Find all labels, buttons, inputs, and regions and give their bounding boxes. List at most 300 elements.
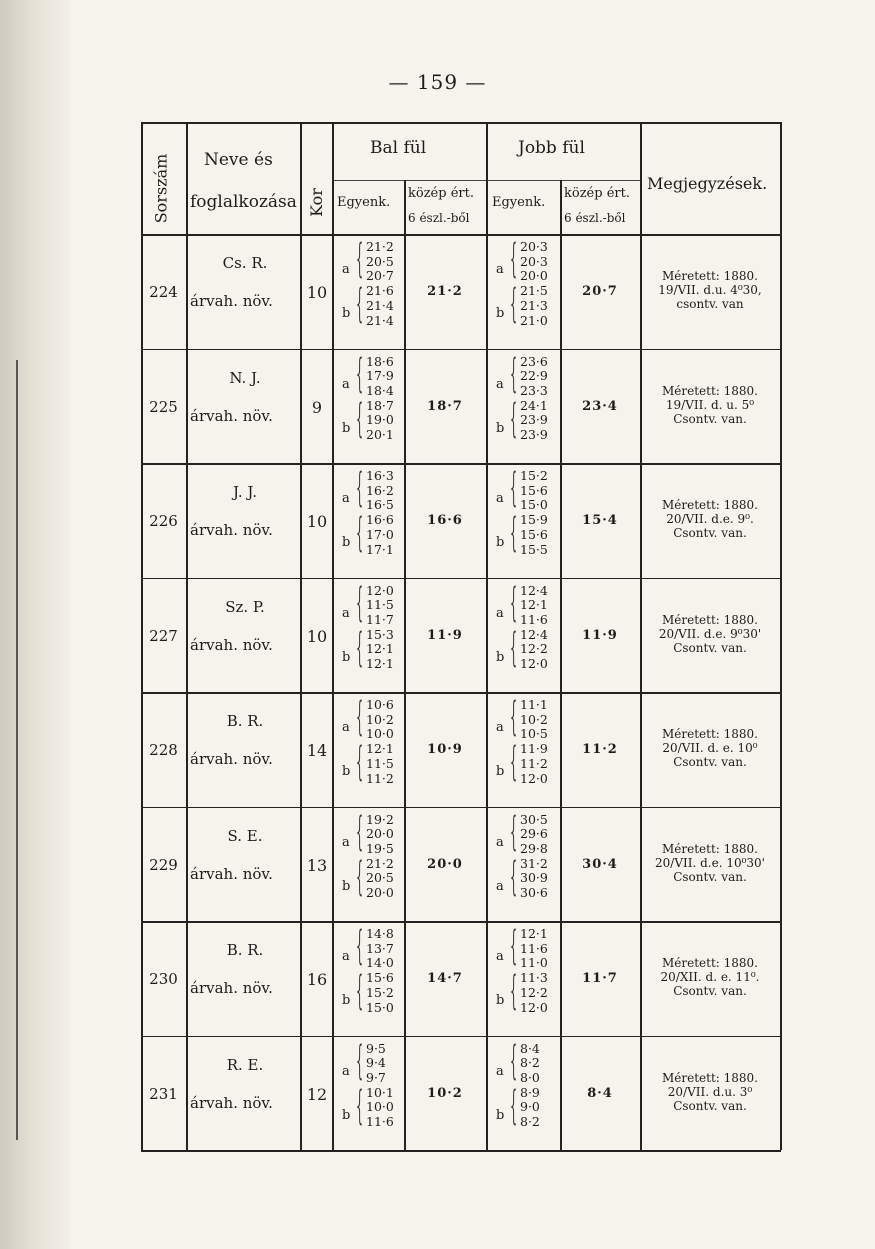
row-left-label-a: a — [342, 949, 350, 964]
row-left-brace-bottom: { — [356, 281, 364, 327]
row-kor: 9 — [311, 397, 323, 417]
row-left-label-a: a — [342, 1063, 350, 1079]
row-right-label-b: b — [496, 764, 505, 779]
page-number: — 159 — — [388, 70, 487, 94]
row-kor: 14 — [306, 741, 328, 761]
row-remarks — [640, 384, 780, 426]
measurement-value: 11·1 — [520, 697, 548, 712]
row-kor: 12 — [306, 1084, 328, 1104]
row-left-label-b: b — [342, 649, 351, 665]
row-right-values — [520, 584, 548, 672]
measurement-value: 11·6 — [366, 1114, 394, 1130]
row-left-brace-bottom: { — [356, 395, 364, 442]
remark-line: Csontv. van. — [673, 869, 747, 884]
measurement-value: 12·2 — [520, 641, 548, 657]
measurement-value: 15·0 — [520, 497, 548, 513]
measurement-value: 11·0 — [520, 955, 548, 971]
measurement-value: 20·3 — [520, 253, 548, 269]
row-left-brace-bottom: { — [356, 968, 364, 1014]
measurement-value: 17·9 — [366, 368, 394, 384]
row-left-values — [366, 355, 394, 443]
row-right-label-b: b — [496, 306, 505, 321]
measurement-value: 10·0 — [366, 1099, 394, 1115]
row-left-brace-top: { — [356, 236, 364, 282]
measurement-value: 21·4 — [366, 312, 394, 328]
measurement-value: 12·0 — [366, 582, 394, 598]
remark-line: Méretett: 1880. — [661, 383, 758, 398]
row-name-cell — [188, 1056, 296, 1112]
measurement-value: 12·4 — [520, 626, 548, 642]
measurement-value: 12·1 — [366, 741, 394, 757]
measurement-value: 23·6 — [520, 353, 548, 369]
measurement-value: 12·2 — [520, 984, 548, 1000]
remark-line: Csontv. van. — [673, 1098, 747, 1113]
row-right-brace-top: { — [510, 236, 518, 282]
row-name: B. R. — [226, 712, 264, 730]
row-right-label-a: a — [496, 949, 504, 964]
measurement-value: 10·2 — [366, 711, 394, 727]
row-occupation: árvah. növ. — [190, 979, 273, 997]
remark-line: 20/VII. d.e. 10⁰30' — [655, 855, 765, 870]
measurement-value: 8·2 — [520, 1114, 540, 1130]
row-remarks — [640, 1071, 780, 1113]
measurement-value: 12·1 — [366, 641, 394, 657]
row-left-average: 14·7 — [427, 971, 463, 987]
measurement-value: 11·3 — [520, 970, 548, 986]
measurement-value: 18·4 — [366, 382, 394, 398]
header-neve-line1: Neve és — [204, 150, 273, 170]
measurement-value: 24·1 — [520, 397, 548, 413]
measurement-value: 12·0 — [520, 999, 548, 1015]
row-left-values — [366, 469, 394, 557]
measurement-value: 11·7 — [366, 611, 394, 627]
header-bal-kozep-ert: közép ért. — [408, 186, 474, 201]
column-rule — [186, 122, 188, 1150]
row-occupation: árvah. növ. — [190, 292, 273, 310]
row-left-brace-top: { — [356, 350, 364, 397]
measurement-value: 20·0 — [520, 268, 548, 284]
header-bottom-rule — [141, 234, 781, 236]
row-right-label-b: b — [496, 420, 505, 436]
row-right-values — [520, 698, 548, 786]
remark-line: Csontv. van. — [673, 755, 747, 770]
measurement-value: 30·5 — [520, 811, 548, 827]
row-right-values — [520, 240, 548, 328]
column-rule — [300, 122, 302, 1150]
measurement-value: 13·7 — [366, 940, 394, 956]
measurement-value: 15·5 — [520, 541, 548, 557]
row-right-brace-top: { — [510, 1037, 518, 1084]
remark-line: 20/XII. d. e. 11⁰. — [660, 970, 760, 985]
measurement-value: 21·5 — [520, 283, 548, 299]
row-right-average: 20·7 — [582, 284, 618, 300]
measurement-value: 11·9 — [520, 741, 548, 757]
row-right-values — [520, 813, 548, 901]
remark-line: Méretett: 1880. — [661, 269, 758, 284]
row-occupation: árvah. növ. — [190, 750, 273, 768]
page-binding-shadow — [0, 0, 70, 1249]
row-right-label-a: a — [496, 605, 504, 621]
row-name: S. E. — [227, 826, 263, 845]
column-rule — [141, 122, 143, 1150]
measurement-value: 29·6 — [520, 826, 548, 842]
row-left-average: 10·2 — [427, 1085, 463, 1101]
measurement-value: 11·2 — [366, 770, 394, 786]
remark-line: Csontv. van. — [673, 411, 747, 426]
column-rule — [404, 180, 406, 1150]
row-remarks — [640, 842, 780, 884]
row-right-values — [520, 927, 548, 1015]
row-divider — [141, 692, 780, 694]
measurement-value: 12·4 — [520, 582, 548, 598]
measurement-value: 8·4 — [520, 1040, 540, 1056]
measurement-value: 29·8 — [520, 840, 548, 856]
row-left-brace-top: { — [356, 579, 364, 626]
row-left-average: 10·9 — [427, 742, 463, 758]
row-name: N. J. — [229, 368, 261, 387]
measurement-value: 10·6 — [366, 697, 394, 712]
row-left-label-b: b — [342, 1107, 351, 1123]
measurement-value: 20·5 — [366, 870, 394, 886]
row-right-label-b: b — [496, 993, 505, 1008]
header-megjegyzesek: Megjegyzések. — [647, 174, 768, 193]
header-sub-rule-jobb — [486, 180, 640, 181]
measurement-value: 10·5 — [520, 726, 548, 742]
remark-line: 20/VII. d.e. 9⁰30' — [658, 626, 762, 641]
row-sorszam: 225 — [149, 397, 178, 416]
row-remarks — [640, 498, 780, 540]
row-sorszam: 231 — [149, 1084, 178, 1103]
remark-line: 19/VII. d. u. 5⁰ — [665, 397, 755, 412]
row-right-brace-top: { — [510, 923, 518, 969]
measurement-value: 19·2 — [366, 811, 394, 827]
measurement-value: 12·1 — [520, 597, 548, 613]
row-right-brace-top: { — [510, 694, 518, 740]
measurement-value: 16·3 — [366, 468, 394, 483]
row-kor: 10 — [306, 283, 328, 303]
measurement-value: 17·1 — [366, 541, 394, 557]
remark-line: Csontv. van. — [673, 640, 747, 655]
measurement-value: 8·0 — [520, 1069, 540, 1085]
measurement-value: 20·0 — [366, 826, 394, 842]
row-left-brace-top: { — [356, 1037, 364, 1084]
measurement-value: 11·2 — [520, 755, 548, 771]
measurement-value: 8·9 — [520, 1084, 540, 1100]
row-left-label-b: b — [342, 878, 351, 894]
measurement-value: 17·0 — [366, 526, 394, 542]
remark-line: csontv. van — [676, 297, 744, 312]
measurement-value: 20·7 — [366, 268, 394, 284]
row-left-brace-top: { — [356, 694, 364, 740]
row-kor: 16 — [306, 970, 328, 990]
row-remarks — [640, 956, 780, 998]
row-left-values — [366, 1042, 394, 1130]
row-right-values — [520, 1042, 540, 1130]
row-left-brace-bottom: { — [356, 624, 364, 671]
remark-line: 20/VII. d.u. 3⁰ — [667, 1084, 753, 1099]
measurement-value: 16·2 — [366, 482, 394, 498]
row-sorszam: 229 — [149, 855, 178, 874]
measurement-value: 15·6 — [366, 970, 394, 986]
row-left-label-a: a — [342, 720, 350, 735]
row-right-brace-top: { — [510, 579, 518, 626]
row-divider — [141, 463, 780, 465]
measurement-value: 19·0 — [366, 412, 394, 428]
measurement-value: 11·6 — [520, 940, 548, 956]
header-jobb-eszl: 6 észl.-ből — [564, 211, 626, 225]
row-left-label-a: a — [342, 491, 350, 506]
row-remarks — [640, 613, 780, 655]
row-sorszam: 226 — [149, 512, 178, 531]
row-sorszam: 227 — [149, 626, 178, 645]
row-left-brace-bottom: { — [356, 510, 364, 556]
row-divider — [141, 807, 780, 809]
header-kor: Kor — [306, 187, 326, 217]
row-left-average: 20·0 — [427, 856, 463, 872]
measurement-value: 11·5 — [366, 755, 394, 771]
row-left-average: 16·6 — [427, 513, 463, 529]
row-right-values — [520, 355, 548, 443]
row-left-values — [366, 240, 394, 328]
column-rule — [560, 180, 562, 1150]
measurement-value: 20·0 — [366, 885, 394, 901]
row-left-average: 11·9 — [427, 627, 463, 643]
row-left-brace-top: { — [356, 465, 364, 511]
column-rule — [640, 122, 642, 1150]
row-right-average: 8·4 — [587, 1085, 613, 1101]
row-right-average: 11·9 — [582, 627, 618, 643]
column-rule — [780, 122, 782, 1150]
remark-line: Csontv. van. — [673, 526, 747, 541]
row-name: Sz. P. — [225, 597, 265, 616]
remark-line: Méretett: 1880. — [661, 498, 758, 513]
column-rule — [486, 122, 488, 1150]
measurement-value: 23·9 — [520, 427, 548, 443]
measurement-value: 15·2 — [366, 984, 394, 1000]
row-left-label-a: a — [342, 376, 350, 392]
row-name-cell — [188, 483, 296, 539]
header-sub-rule-bal — [332, 180, 486, 181]
row-name: Cs. R. — [222, 254, 268, 272]
measurement-value: 12·1 — [520, 926, 548, 941]
header-jobb-kozep-ert: közép ért. — [564, 186, 630, 201]
column-rule — [332, 122, 334, 1150]
measurement-value: 30·6 — [520, 885, 548, 901]
row-kor: 13 — [306, 855, 328, 875]
measurement-value: 12·1 — [366, 656, 394, 672]
measurement-value: 14·0 — [366, 955, 394, 971]
measurement-value: 20·3 — [520, 239, 548, 254]
measurement-value: 30·9 — [520, 870, 548, 886]
measurement-value: 10·2 — [520, 711, 548, 727]
measurement-value: 9·7 — [366, 1069, 386, 1085]
row-right-average: 30·4 — [582, 856, 618, 872]
remark-line: Méretett: 1880. — [661, 612, 758, 627]
row-right-label-b: b — [496, 1107, 505, 1123]
header-sorszam: Sorszám — [151, 153, 171, 223]
measurement-value: 21·4 — [366, 297, 394, 313]
row-name: R. E. — [226, 1055, 264, 1074]
measurement-value: 15·3 — [366, 626, 394, 642]
row-right-label-a: a — [496, 262, 504, 277]
measurement-value: 18·7 — [366, 397, 394, 413]
row-name-cell — [188, 369, 296, 425]
table-top-rule — [141, 122, 781, 124]
row-right-label-b: a — [496, 878, 504, 894]
row-left-brace-top: { — [356, 808, 364, 855]
row-name: J. J. — [232, 483, 257, 501]
measurement-value: 10·0 — [366, 726, 394, 742]
measurement-value: 9·4 — [366, 1055, 386, 1071]
remark-line: Méretett: 1880. — [661, 841, 758, 856]
measurement-value: 20·1 — [366, 427, 394, 443]
remark-line: 19/VII. d.u. 4⁰30, — [658, 283, 762, 298]
row-right-label-a: a — [496, 1063, 504, 1079]
row-occupation: árvah. növ. — [190, 864, 273, 883]
row-sorszam: 230 — [149, 970, 178, 989]
remark-line: Méretett: 1880. — [661, 956, 758, 971]
row-remarks — [640, 727, 780, 769]
measurement-value: 15·6 — [520, 526, 548, 542]
row-right-brace-bottom: { — [510, 968, 518, 1014]
remark-line: 20/VII. d.e. 9⁰. — [666, 512, 754, 527]
measurement-value: 12·0 — [520, 770, 548, 786]
remark-line: Méretett: 1880. — [661, 1070, 758, 1085]
row-right-average: 11·7 — [582, 971, 618, 987]
row-divider — [141, 1036, 780, 1038]
row-right-brace-bottom: { — [510, 395, 518, 442]
measurement-value: 9·5 — [366, 1040, 386, 1056]
row-right-brace-bottom: { — [510, 853, 518, 900]
measurement-value: 20·5 — [366, 253, 394, 269]
row-right-label-b: b — [496, 535, 505, 550]
measurement-value: 21·0 — [520, 312, 548, 328]
row-occupation: árvah. növ. — [190, 521, 273, 539]
row-sorszam: 224 — [149, 283, 178, 302]
remark-line: Méretett: 1880. — [661, 727, 758, 742]
row-left-values — [366, 698, 394, 786]
row-name-cell — [188, 827, 296, 883]
row-right-label-a: a — [496, 720, 504, 735]
row-left-label-a: a — [342, 834, 350, 850]
row-left-values — [366, 927, 394, 1015]
measurement-value: 14·8 — [366, 926, 394, 941]
row-right-values — [520, 469, 548, 557]
row-right-label-b: b — [496, 649, 505, 665]
row-right-brace-top: { — [510, 808, 518, 855]
header-neve-line2: foglalkozása — [190, 192, 297, 212]
row-kor: 10 — [306, 512, 328, 532]
measurement-value: 18·6 — [366, 353, 394, 369]
row-occupation: árvah. növ. — [190, 406, 273, 425]
row-left-values — [366, 584, 394, 672]
measurement-value: 21·2 — [366, 239, 394, 254]
row-right-average: 11·2 — [582, 742, 618, 758]
row-left-values — [366, 813, 394, 901]
header-bal-egyenk: Egyenk. — [337, 195, 391, 210]
measurement-value: 21·3 — [520, 297, 548, 313]
row-left-average: 18·7 — [427, 398, 463, 414]
row-name-cell — [188, 712, 296, 768]
row-right-average: 15·4 — [582, 513, 618, 529]
measurement-value: 12·0 — [520, 656, 548, 672]
measurement-value: 22·9 — [520, 368, 548, 384]
row-left-label-b: b — [342, 535, 351, 550]
table-bottom-rule — [141, 1150, 781, 1152]
row-left-label-b: b — [342, 993, 351, 1008]
measurement-value: 11·6 — [520, 611, 548, 627]
row-left-brace-top: { — [356, 923, 364, 969]
header-bal-eszl: 6 észl.-ből — [408, 211, 470, 225]
measurement-value: 8·2 — [520, 1055, 540, 1071]
row-right-brace-bottom: { — [510, 281, 518, 327]
row-right-brace-bottom: { — [510, 1082, 518, 1129]
row-left-brace-bottom: { — [356, 853, 364, 900]
row-divider — [141, 578, 780, 580]
row-right-label-a: a — [496, 376, 504, 392]
row-right-label-a: a — [496, 834, 504, 850]
measurement-value: 31·2 — [520, 855, 548, 871]
row-right-average: 23·4 — [582, 398, 618, 414]
row-left-label-b: b — [342, 764, 351, 779]
header-bal-ful: Bal fül — [370, 138, 427, 158]
row-name-cell — [188, 254, 296, 310]
measurement-value: 15·6 — [520, 482, 548, 498]
measurement-value: 23·9 — [520, 412, 548, 428]
header-jobb-ful: Jobb fül — [518, 138, 585, 158]
row-left-brace-bottom: { — [356, 739, 364, 785]
remark-line: 20/VII. d. e. 10⁰ — [662, 741, 758, 756]
row-right-brace-top: { — [510, 465, 518, 511]
measurement-value: 15·9 — [520, 512, 548, 528]
remark-line: Csontv. van. — [673, 984, 747, 999]
measurement-value: 16·6 — [366, 512, 394, 528]
row-remarks — [640, 269, 780, 311]
row-divider — [141, 349, 780, 351]
row-kor: 10 — [306, 626, 328, 646]
row-sorszam: 228 — [149, 741, 178, 760]
row-name-cell — [188, 598, 296, 654]
measurement-value: 19·5 — [366, 840, 394, 856]
measurement-value: 11·5 — [366, 597, 394, 613]
row-left-average: 21·2 — [427, 284, 463, 300]
row-occupation: árvah. növ. — [190, 635, 273, 654]
row-name: B. R. — [226, 941, 264, 959]
measurement-value: 21·6 — [366, 283, 394, 299]
row-right-brace-bottom: { — [510, 739, 518, 785]
measurement-value: 16·5 — [366, 497, 394, 513]
row-right-brace-bottom: { — [510, 510, 518, 556]
row-left-label-a: a — [342, 605, 350, 621]
measurement-value: 10·1 — [366, 1084, 394, 1100]
row-left-label-a: a — [342, 262, 350, 277]
row-left-label-b: b — [342, 306, 351, 321]
measurement-value: 15·2 — [520, 468, 548, 483]
row-right-brace-top: { — [510, 350, 518, 397]
header-jobb-egyenk: Egyenk. — [492, 195, 546, 210]
row-divider — [141, 921, 780, 923]
row-name-cell — [188, 941, 296, 997]
binding-edge-line — [16, 360, 18, 1140]
measurement-value: 23·3 — [520, 382, 548, 398]
row-right-label-a: a — [496, 491, 504, 506]
row-left-label-b: b — [342, 420, 351, 436]
row-left-brace-bottom: { — [356, 1082, 364, 1129]
measurement-value: 21·2 — [366, 855, 394, 871]
row-occupation: árvah. növ. — [190, 1093, 273, 1112]
measurement-value: 9·0 — [520, 1099, 540, 1115]
row-right-brace-bottom: { — [510, 624, 518, 671]
